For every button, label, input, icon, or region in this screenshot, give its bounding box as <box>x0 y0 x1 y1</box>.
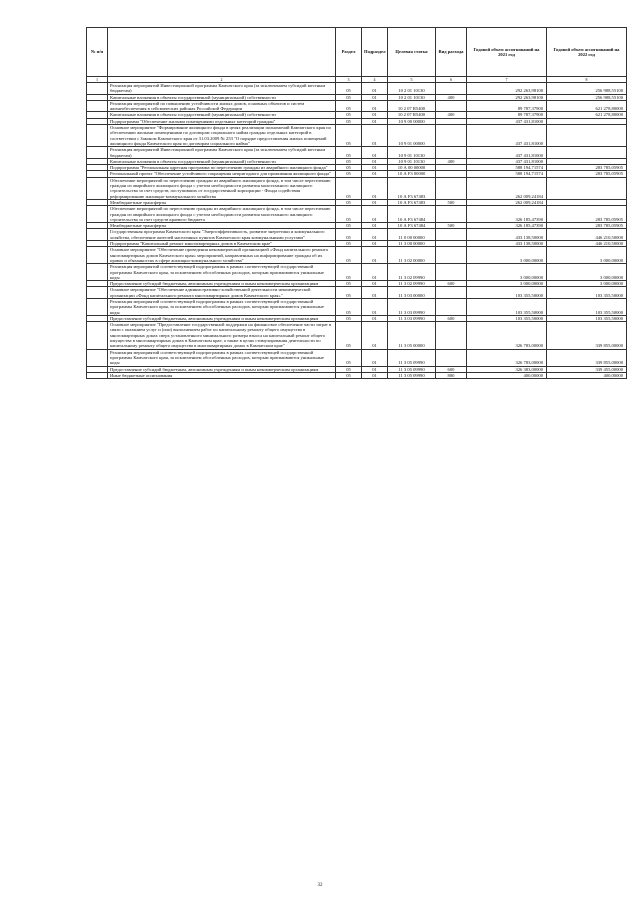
row-expense-type <box>436 229 467 241</box>
row-razdel: 05 <box>336 206 362 223</box>
row-target-article: 10 9 01 00000 <box>388 125 436 147</box>
row-name: Предоставление субсидий бюджетным, автономным учреждениям и иным некоммерческим организациям <box>108 315 336 321</box>
column-number: 4 <box>362 77 388 83</box>
table-row <box>87 125 627 147</box>
row-volume-2022: 621 278,80000 <box>547 100 627 112</box>
row-target-article: 11 3 00 00000 <box>388 241 436 247</box>
row-target-article: 11 3 03 09990 <box>388 315 436 321</box>
row-expense-type <box>436 298 467 315</box>
row-number <box>87 264 108 281</box>
row-podrazdel: 01 <box>362 372 388 378</box>
row-razdel: 05 <box>336 349 362 366</box>
row-name: Реализация мероприятий соответствующей подпрограммы в рамках соответствующей государственной программы Камчатского края, за исключением обособленных расходов, которым присваиваются уникальные коды <box>108 298 336 315</box>
row-podrazdel: 01 <box>362 171 388 177</box>
row-podrazdel: 01 <box>362 287 388 299</box>
row-volume-2022 <box>547 147 627 159</box>
table-row <box>87 298 627 315</box>
header-expense-type: Вид расхода <box>436 28 467 77</box>
row-target-article: 11 3 02 09990 <box>388 264 436 281</box>
row-razdel: 05 <box>336 177 362 199</box>
row-volume-2021: 400,00000 <box>467 372 547 378</box>
row-podrazdel: 01 <box>362 125 388 147</box>
row-podrazdel: 01 <box>362 147 388 159</box>
row-number <box>87 322 108 349</box>
column-number: 3 <box>336 77 362 83</box>
row-target-article: 11 3 03 09990 <box>388 298 436 315</box>
document-page <box>86 27 626 379</box>
row-expense-type: 600 <box>436 366 467 372</box>
row-name: Подпрограмма "Обеспечение жилыми помещениями отдельных категорий граждан" <box>108 118 336 124</box>
row-razdel: 05 <box>336 158 362 164</box>
table-row <box>87 287 627 299</box>
row-razdel: 05 <box>336 223 362 229</box>
row-number <box>87 83 108 95</box>
row-volume-2021: 103 355,50000 <box>467 315 547 321</box>
row-target-article: 11 3 05 09990 <box>388 349 436 366</box>
row-volume-2021: 326 185,47390 <box>467 223 547 229</box>
row-name: Реализация мероприятий соответствующей подпрограммы в рамках соответствующей государственной программы Камчатского края, за исключением обособленных расходов, которым присваиваются уникальные коды <box>108 264 336 281</box>
column-number: 6 <box>436 77 467 83</box>
column-number: 8 <box>547 77 627 83</box>
row-razdel: 05 <box>336 281 362 287</box>
row-name: Межбюджетные трансферты <box>108 199 336 205</box>
header-razdel: Раздел <box>336 28 362 77</box>
row-expense-type: 400 <box>436 158 467 164</box>
row-target-article: 10 А F3 67483 <box>388 177 436 199</box>
row-name: Государственная программа Камчатского края "Энергоэффективность, развитие энергетики и коммунального хозяйства, обеспечение жителей населенных пунктов Камчатского края коммунальными услугами" <box>108 229 336 241</box>
row-razdel: 05 <box>336 171 362 177</box>
row-volume-2021: 588 194,71574 <box>467 165 547 171</box>
row-number <box>87 287 108 299</box>
row-number <box>87 247 108 264</box>
budget-table <box>86 27 627 379</box>
row-target-article: 10 А F3 67484 <box>388 206 436 223</box>
column-number: 2 <box>108 77 336 83</box>
row-name: Основное мероприятие "Формирование жилищного фонда в целях реализации полномочий Камчатского края по обеспечению жилыми помещениями по договорам социального найма граждан отдельных категорий в соответствии с Законом Камчатского края от 31.03.2009 № 253 "О порядке предоставления жилых помещений жилищного фонда Камчатского края по договорам социального найма" <box>108 125 336 147</box>
row-razdel: 05 <box>336 372 362 378</box>
header-row <box>87 28 627 77</box>
row-volume-2021: 326 383,00000 <box>467 366 547 372</box>
row-volume-2021: 3 000,00000 <box>467 247 547 264</box>
row-target-article: 10 2 07 R5400 <box>388 112 436 118</box>
table-row <box>87 100 627 112</box>
row-razdel: 05 <box>336 322 362 349</box>
table-row <box>87 247 627 264</box>
row-target-article: 11 3 05 09990 <box>388 366 436 372</box>
row-target-article: 10 9 01 10130 <box>388 147 436 159</box>
row-podrazdel: 01 <box>362 158 388 164</box>
row-razdel: 05 <box>336 264 362 281</box>
row-name: Реализация мероприятий по повышению устойчивости жилых домов, основных объектов и систем жизнеобеспечения в сейсмических районах Российской Федерации <box>108 100 336 112</box>
row-volume-2022: 283 785,05905 <box>547 206 627 223</box>
row-number <box>87 372 108 378</box>
row-name: Реализация мероприятий Инвестиционной программы Камчатского края (за исключением субсидий местным бюджетам) <box>108 147 336 159</box>
row-volume-2021: 103 355,50000 <box>467 287 547 299</box>
row-volume-2021: 326 783,00000 <box>467 349 547 366</box>
table-row <box>87 147 627 159</box>
table-row <box>87 229 627 241</box>
row-expense-type <box>436 287 467 299</box>
row-expense-type <box>436 83 467 95</box>
row-name: Региональный проект "Обеспечение устойчивого сокращения непригодного для проживания жилищного фонда" <box>108 171 336 177</box>
row-volume-2022: 103 355,50000 <box>547 298 627 315</box>
row-target-article: 10 А F3 00000 <box>388 171 436 177</box>
row-volume-2021: 292 263,98100 <box>467 83 547 95</box>
table-row <box>87 349 627 366</box>
row-expense-type: 600 <box>436 281 467 287</box>
row-name: Основное мероприятие "Обеспечение административно-хозяйственной деятельности некоммерческой организации «Фонд капитального ремонта многоквартирных домов Камчатского края»" <box>108 287 336 299</box>
row-target-article: 10 2 01 10130 <box>388 94 436 100</box>
row-expense-type <box>436 177 467 199</box>
row-podrazdel: 01 <box>362 349 388 366</box>
row-target-article: 11 3 05 09990 <box>388 372 436 378</box>
row-volume-2022: 339 855,00000 <box>547 322 627 349</box>
table-row <box>87 206 627 223</box>
row-volume-2022: 283 785,05905 <box>547 171 627 177</box>
row-number <box>87 349 108 366</box>
row-podrazdel: 01 <box>362 112 388 118</box>
row-target-article: 11 3 02 09990 <box>388 281 436 287</box>
row-volume-2022: 339 455,00000 <box>547 366 627 372</box>
row-volume-2022: 3 000,00000 <box>547 281 627 287</box>
row-podrazdel: 01 <box>362 281 388 287</box>
row-volume-2022 <box>547 177 627 199</box>
row-target-article: 11 3 02 00000 <box>388 247 436 264</box>
column-number: 7 <box>467 77 547 83</box>
page-number: 32 <box>317 883 323 888</box>
row-expense-type: 500 <box>436 223 467 229</box>
row-volume-2021: 292 263,98100 <box>467 94 547 100</box>
row-name: Реализация мероприятий Инвестиционной программы Камчатского края (за исключением субсидий местным бюджетам) <box>108 83 336 95</box>
row-number <box>87 147 108 159</box>
row-razdel: 05 <box>336 100 362 112</box>
row-podrazdel: 01 <box>362 94 388 100</box>
row-expense-type: 400 <box>436 94 467 100</box>
row-expense-type <box>436 264 467 281</box>
row-expense-type: 500 <box>436 199 467 205</box>
row-volume-2021: 326 185,47390 <box>467 206 547 223</box>
row-razdel: 05 <box>336 112 362 118</box>
row-number <box>87 298 108 315</box>
row-name: Реализация мероприятий соответствующей подпрограммы в рамках соответствующей государственной программы Камчатского края, за исключением обособленных расходов, которым присваиваются уникальные коды <box>108 349 336 366</box>
row-podrazdel: 01 <box>362 223 388 229</box>
row-podrazdel: 01 <box>362 83 388 95</box>
table-body <box>87 83 627 379</box>
row-podrazdel: 01 <box>362 298 388 315</box>
row-target-article: 10 9 01 10130 <box>388 158 436 164</box>
row-volume-2021: 103 355,50000 <box>467 298 547 315</box>
row-expense-type <box>436 125 467 147</box>
row-name: Обеспечение мероприятий по переселению граждан из аварийного жилищного фонда, в том числе переселению граждан из аварийного жилищного фонда с учетом необходимости развития малоэтажного жилищного строительства за счет средств краевого бюджета <box>108 206 336 223</box>
table-row <box>87 322 627 349</box>
row-name: Капитальные вложения в объекты государственной (муниципальной) собственности <box>108 112 336 118</box>
row-name: Основное мероприятие "Обеспечение проведения некоммерческой организацией «Фонд капитального ремонта многоквартирных домов Камчатского края» мероприятий, направленных на информирование граждан об их правах и обязанностях в сфере жилищно-коммунального хозяйства" <box>108 247 336 264</box>
row-expense-type <box>436 322 467 349</box>
row-razdel: 05 <box>336 315 362 321</box>
row-razdel: 05 <box>336 118 362 124</box>
row-volume-2021: 437 431,81000 <box>467 125 547 147</box>
row-podrazdel: 01 <box>362 177 388 199</box>
row-podrazdel: 01 <box>362 247 388 264</box>
row-target-article: 10 2 07 R5400 <box>388 100 436 112</box>
header-num: № п/п <box>87 28 108 77</box>
row-volume-2022: 446 210,50000 <box>547 241 627 247</box>
row-razdel: 05 <box>336 366 362 372</box>
row-volume-2021: 588 194,71574 <box>467 171 547 177</box>
header-name <box>108 28 336 77</box>
row-name: Подпрограмма "Капитальный ремонт многоквартирных домов в Камчатском крае" <box>108 241 336 247</box>
row-podrazdel: 01 <box>362 100 388 112</box>
row-volume-2021: 262 009,24184 <box>467 199 547 205</box>
header-volume-2022: Годовой объем ассигнований на 2022 год <box>547 28 627 77</box>
row-name: Подпрограмма "Региональная адресная программа по переселению граждан из аварийного жилищного фонда" <box>108 165 336 171</box>
row-name: Предоставление субсидий бюджетным, автономным учреждениям и иным некоммерческим организациям <box>108 281 336 287</box>
row-razdel: 05 <box>336 298 362 315</box>
table-row <box>87 177 627 199</box>
row-volume-2022: 3 000,00000 <box>547 264 627 281</box>
row-target-article: 10 А 00 00000 <box>388 165 436 171</box>
row-expense-type: 600 <box>436 315 467 321</box>
column-number: 1 <box>87 77 108 83</box>
row-expense-type: 400 <box>436 112 467 118</box>
header-podrazdel: Подраздел <box>362 28 388 77</box>
row-volume-2021: 3 000,00000 <box>467 281 547 287</box>
table-row <box>87 372 627 378</box>
row-podrazdel: 01 <box>362 199 388 205</box>
row-volume-2021: 262 009,24184 <box>467 177 547 199</box>
row-volume-2022: 621 278,80000 <box>547 112 627 118</box>
row-razdel: 05 <box>336 247 362 264</box>
row-number <box>87 125 108 147</box>
column-number: 5 <box>388 77 436 83</box>
row-name: Основное мероприятие "Предоставление государственной поддержки на финансовое обеспечение части затрат в связи с оказанием услуг и (или) выполнением работ по капитальному ремонту общего имущества в многоквартирных домах сверх установленного минимального размера взноса на капитальный ремонт общего имущества в многоквартирных домах в Камчатском крае, а также в целях стимулирования деятельности по капитальному ремонту общего имущества в многоквартирных домах в Камчатском крае" <box>108 322 336 349</box>
row-volume-2022: 400,00000 <box>547 372 627 378</box>
row-volume-2022: 256 988,55100 <box>547 83 627 95</box>
row-expense-type <box>436 147 467 159</box>
row-razdel: 05 <box>336 83 362 95</box>
header-target-article: Целевая статья <box>388 28 436 77</box>
row-razdel: 05 <box>336 125 362 147</box>
table-row <box>87 83 627 95</box>
row-volume-2021: 326 783,00000 <box>467 322 547 349</box>
row-razdel: 05 <box>336 165 362 171</box>
row-volume-2021: 3 000,00000 <box>467 264 547 281</box>
row-target-article: 11 0 00 00000 <box>388 229 436 241</box>
row-razdel: 05 <box>336 241 362 247</box>
row-expense-type <box>436 247 467 264</box>
row-expense-type <box>436 100 467 112</box>
row-podrazdel: 01 <box>362 206 388 223</box>
row-podrazdel: 01 <box>362 229 388 241</box>
row-volume-2021: 433 138,50000 <box>467 241 547 247</box>
row-razdel: 05 <box>336 199 362 205</box>
row-name: Иные бюджетные ассигнования <box>108 372 336 378</box>
row-target-article: 10 2 01 10130 <box>388 83 436 95</box>
row-podrazdel: 01 <box>362 366 388 372</box>
row-volume-2022: 283 785,05905 <box>547 165 627 171</box>
row-razdel: 05 <box>336 229 362 241</box>
row-target-article: 10 9 00 00000 <box>388 118 436 124</box>
row-volume-2022 <box>547 125 627 147</box>
row-razdel: 05 <box>336 94 362 100</box>
row-number <box>87 229 108 241</box>
row-volume-2022: 339 855,00000 <box>547 349 627 366</box>
row-volume-2022: 446 210,50000 <box>547 229 627 241</box>
row-target-article: 11 3 05 00000 <box>388 322 436 349</box>
row-expense-type <box>436 349 467 366</box>
row-podrazdel: 01 <box>362 322 388 349</box>
row-volume-2022: 283 785,05905 <box>547 223 627 229</box>
row-target-article: 10 А F3 67484 <box>388 223 436 229</box>
row-volume-2022: 103 355,50000 <box>547 315 627 321</box>
row-name: Обеспечение мероприятий по переселению граждан из аварийного жилищного фонда, в том числе переселению граждан из аварийного жилищного фонда с учетом необходимости развития малоэтажного жилищного строительства за счет средств, поступивших от государственной корпорации - Фонда содействия реформированию жилищно-коммунального хозяйства <box>108 177 336 199</box>
row-number <box>87 177 108 199</box>
row-razdel: 05 <box>336 287 362 299</box>
row-razdel: 05 <box>336 147 362 159</box>
row-name: Капитальные вложения в объекты государственной (муниципальной) собственности <box>108 94 336 100</box>
row-number <box>87 100 108 112</box>
row-volume-2022: 256 988,55100 <box>547 94 627 100</box>
row-podrazdel: 01 <box>362 264 388 281</box>
row-podrazdel: 01 <box>362 315 388 321</box>
row-name: Межбюджетные трансферты <box>108 223 336 229</box>
row-target-article: 10 А F3 67483 <box>388 199 436 205</box>
header-volume-2021: Годовой объем ассигнований на 2021 год <box>467 28 547 77</box>
table-row <box>87 264 627 281</box>
row-volume-2021: 437 431,81000 <box>467 158 547 164</box>
row-volume-2021: 89 787,37900 <box>467 112 547 118</box>
row-podrazdel: 01 <box>362 118 388 124</box>
row-volume-2021: 437 431,81000 <box>467 118 547 124</box>
row-podrazdel: 01 <box>362 165 388 171</box>
row-name: Капитальные вложения в объекты государственной (муниципальной) собственности <box>108 158 336 164</box>
row-expense-type: 800 <box>436 372 467 378</box>
row-volume-2021: 433 138,50000 <box>467 229 547 241</box>
row-expense-type <box>436 206 467 223</box>
row-volume-2021: 89 787,37900 <box>467 100 547 112</box>
row-volume-2021: 437 431,81000 <box>467 147 547 159</box>
row-volume-2022: 103 355,50000 <box>547 287 627 299</box>
row-volume-2022: 3 000,00000 <box>547 247 627 264</box>
row-target-article: 11 3 03 00000 <box>388 287 436 299</box>
row-podrazdel: 01 <box>362 241 388 247</box>
row-number <box>87 206 108 223</box>
row-name: Предоставление субсидий бюджетным, автономным учреждениям и иным некоммерческим организациям <box>108 366 336 372</box>
